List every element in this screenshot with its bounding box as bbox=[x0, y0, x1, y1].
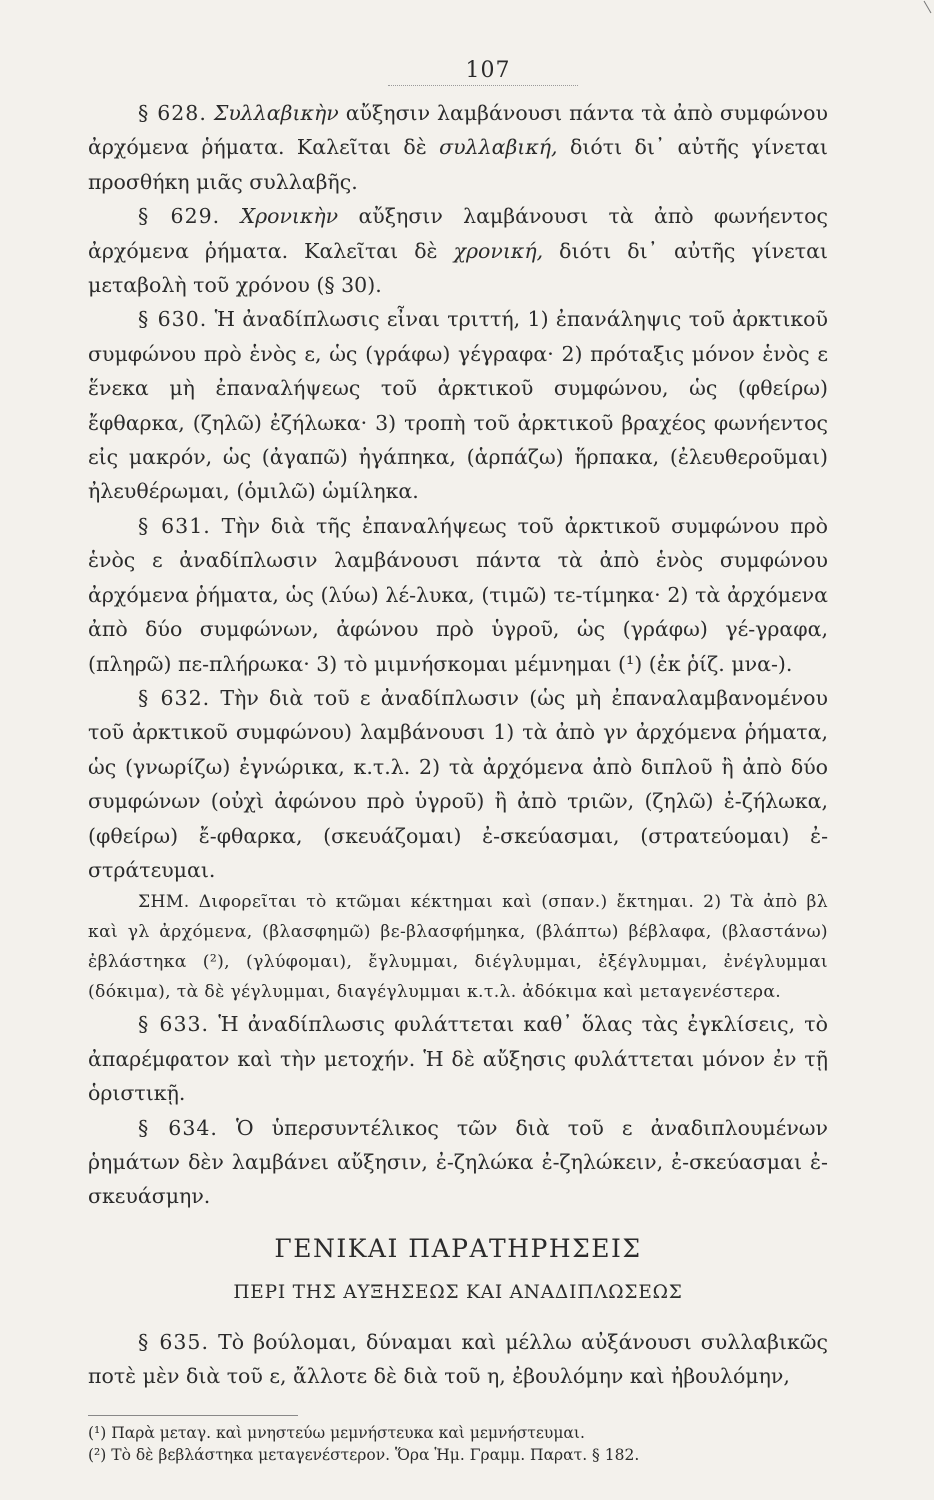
note-text: ΣΗΜ. Διφορεῖται τὸ κτῶμαι κέκτημαι καὶ (σπαν.) ἔκτημαι. 2) Τὰ ἀπὸ βλ καὶ γλ ἀρχόμενα, (βλασφημῶ) βε-βλασφήμηκα, (βλάπτω) βέβλαφα, (βλαστάνω) ἐβλάστηκα (²), (γλύφομαι), ἔγλυμμαι, διέγλυμμαι, ἐξέγλυμμαι, ἐνέγλυμμαι (δόκιμα), τὰ δὲ γέγλυμμαι, διαγέγλυμμαι κ.τ.λ. ἀδόκιμα καὶ μεταγενέστερα. bbox=[88, 892, 828, 1003]
section-number: § 633. bbox=[138, 1012, 210, 1037]
footnotes bbox=[88, 1422, 828, 1466]
header-rule bbox=[388, 85, 578, 86]
section-heading: ΓΕΝΙΚΑΙ ΠΑΡΑΤΗΡΗΣΕΙΣ bbox=[274, 1233, 642, 1263]
body-text bbox=[88, 96, 828, 1393]
paragraph-633 bbox=[88, 1007, 828, 1110]
section-subheading: ΠΕΡΙ ΤΗΣ ΑΥΞΗΣΕΩΣ ΚΑΙ ΑΝΑΔΙΠΛΩΣΕΩΣ bbox=[233, 1282, 683, 1304]
paragraph-text: Ὁ ὑπερσυντέλικος τῶν διὰ τοῦ ε ἀναδιπλουμένων ῥημάτων δὲν λαμβάνει αὔξησιν, ἐ-ζηλώκα ἐ-ζηλώκειν, ἐ-σκεύασμαι ἐ-σκευάσμην. bbox=[88, 1115, 828, 1209]
paragraph-text: αὔξησιν λαμβάνουσι τὰ ἀπὸ φωνήεντος ἀρχόμενα ῥήματα. Καλεῖται δὲ bbox=[88, 204, 828, 263]
paragraph-630 bbox=[88, 302, 828, 508]
paragraph-628 bbox=[88, 96, 828, 199]
section-number: § 629. bbox=[138, 204, 221, 229]
paragraph-text: Τὴν διὰ τοῦ ε ἀναδίπλωσιν (ὡς μὴ ἐπαναλαμβανομένου τοῦ ἀρκτικοῦ συμφώνου) λαμβάνουσι 1) τὰ ἀπὸ γν ἀρχόμενα ῥήματα, ὡς (γνωρίζω) ἐγνώρικα, κ.τ.λ. 2) τὰ ἀρχόμενα ἀπὸ διπλοῦ ἢ ἀπὸ δύο συμφώνων (οὐχὶ ἀφώνου πρὸ ὑγροῦ) ἢ ἀπὸ τριῶν, (ζηλῶ) ἐ-ζήλωκα, (φθείρω) ἔ-φθαρκα, (σκευάζομαι) ἐ-σκεύασμαι, (στρατεύομαι) ἐ-στράτευμαι. bbox=[88, 685, 828, 882]
paragraph-text: Τὸ βούλομαι, δύναμαι καὶ μέλλω αὐξάνουσι συλλαβικῶς ποτὲ μὲν διὰ τοῦ ε, ἄλλοτε δὲ διὰ τοῦ η, ἐβουλόμην καὶ ἠβουλόμην, bbox=[88, 1329, 828, 1388]
paragraph-632 bbox=[88, 681, 828, 887]
paragraph-634 bbox=[88, 1111, 828, 1214]
section-number: § 635. bbox=[138, 1329, 209, 1354]
section-number: § 634. bbox=[138, 1115, 218, 1140]
paragraph-text: διότι δι᾽ αὐτῆς γίνεται προσθήκη μιᾶς συλλαβῆς. bbox=[88, 135, 828, 194]
section-number: § 632. bbox=[138, 685, 211, 710]
footnote-2: (²) Τὸ δὲ βεβλάστηκα μεταγενέστερον. Ὅρα Ἡμ. Γραμμ. Παρατ. § 182. bbox=[88, 1446, 640, 1465]
section-number: § 631. bbox=[138, 513, 211, 538]
term: χρονική, bbox=[453, 238, 544, 263]
footnote-1: (¹) Παρὰ μεταγ. καὶ μνηστεύω μεμνήστευκα καὶ μεμνήστευμαι. bbox=[88, 1424, 585, 1443]
section-number: § 628. bbox=[138, 101, 207, 125]
paragraph-text: Ἡ ἀναδίπλωσις εἶναι τριττή, 1) ἐπανάληψις τοῦ ἀρκτικοῦ συμφώνου πρὸ ἑνὸς ε, ὡς (γράφω) γέγραφα· 2) πρόταξις μόνον ἑνὸς ε ἕνεκα μὴ ἐπαναλήψεως τοῦ ἀρκτικοῦ συμφώνου, ὡς (φθείρω) ἔφθαρκα, (ζηλῶ) ἐζήλωκα· 3) τροπὴ τοῦ ἀρκτικοῦ βραχέος φωνήεντος εἰς μακρόν, ὡς (ἀγαπῶ) ἠγάπηκα, (ἁρπάζω) ἥρπακα, (ἐλευθεροῦμαι) ἠλευθέρωμαι, (ὁμιλῶ) ὡμίληκα. bbox=[88, 307, 828, 504]
paragraph-text: Τὴν διὰ τῆς ἐπαναλήψεως τοῦ ἀρκτικοῦ συμφώνου πρὸ ἑνὸς ε ἀναδίπλωσιν λαμβάνουσι πάντα τὰ ἀπὸ ἑνὸς συμφώνου ἀρχόμενα ῥήματα, ὡς (λύω) λέ-λυκα, (τιμῶ) τε-τίμηκα· 2) τὰ ἀρχόμενα ἀπὸ δύο συμφώνων, ἀφώνου πρὸ ὑγροῦ, ὡς (γράφω) γέ-γραφα, (πληρῶ) πε-πλήρωκα· 3) τὸ μιμνήσκομαι μέμνημαι (¹) (ἐκ ῥίζ. μνα-). bbox=[88, 513, 828, 676]
note-paragraph bbox=[88, 887, 828, 1007]
paragraph-text: Ἡ ἀναδίπλωσις φυλάττεται καθ᾽ ὅλας τὰς ἐγκλίσεις, τὸ ἀπαρέμφατον καὶ τὴν μετοχήν. Ἡ δὲ αὔξησις φυλάττεται μόνον ἐν τῇ ὁριστικῇ. bbox=[88, 1012, 828, 1106]
paragraph-631 bbox=[88, 509, 828, 681]
footnote-rule bbox=[88, 1415, 298, 1416]
term: συλλαβική, bbox=[439, 135, 558, 160]
paragraph-text: διότι δι᾽ αὐτῆς γίνεται μεταβολὴ τοῦ χρόνου (§ 30). bbox=[88, 238, 828, 298]
term: Χρονικὴν bbox=[240, 204, 339, 229]
term: Συλλαβικὴν bbox=[213, 101, 339, 125]
paragraph-635 bbox=[88, 1325, 828, 1394]
section-number: § 630. bbox=[138, 307, 208, 332]
paragraph-text: αὔξησιν λαμβάνουσι πάντα τὰ ἀπὸ συμφώνου ἀρχόμενα ῥήματα. Καλεῖται δὲ bbox=[88, 101, 828, 160]
page-corner-mark bbox=[924, 1, 932, 14]
page-number: 107 bbox=[465, 58, 511, 83]
page bbox=[88, 58, 828, 1466]
paragraph-629 bbox=[88, 199, 828, 302]
